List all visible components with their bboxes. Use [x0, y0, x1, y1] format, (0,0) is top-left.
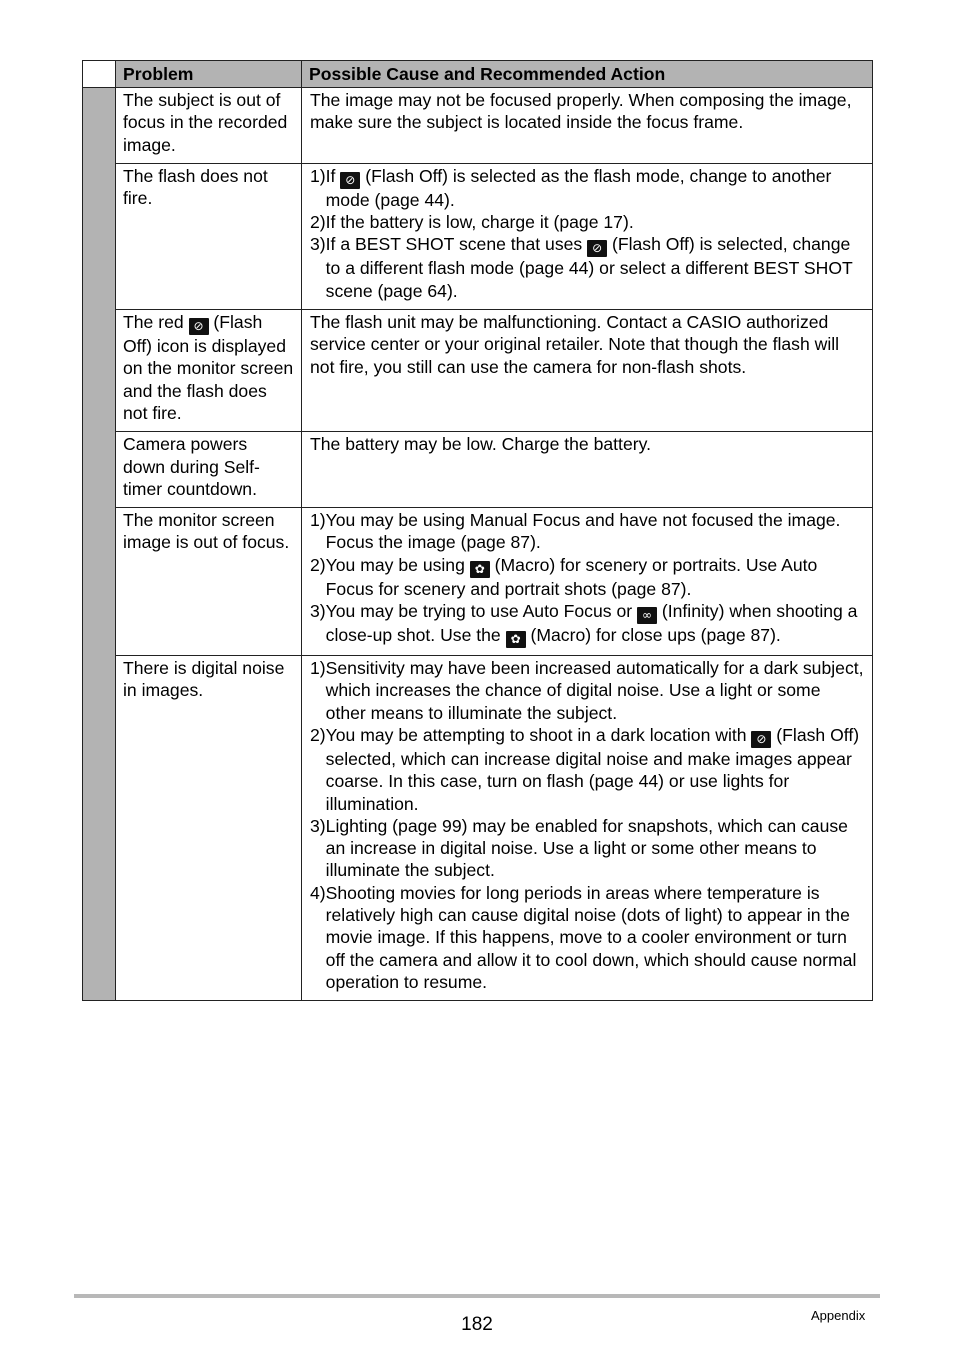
action-cell: [302, 163, 873, 309]
macro-icon: ✿: [470, 561, 490, 578]
problem-cell: Camera powers down during Self-timer countdown.: [116, 432, 302, 508]
action-cell: [302, 656, 873, 1001]
problem-cell: The red ⊘ (Flash Off) icon is displayed on the monitor screen and the flash does not fire.: [116, 310, 302, 432]
problem-cell: The subject is out of focus in the recorded image.: [116, 88, 302, 164]
list-item: 3) Lighting (page 99) may be enabled for snapshots, which can cause an increase in digital noise. Use a light or some other means to illuminate the subject.: [310, 815, 848, 881]
header-problem: Problem: [116, 61, 302, 88]
list-item: 2) You may be attempting to shoot in a dark location with ⊘ (Flash Off) selected, which can increase digital noise and make images appear coarse. In this case, turn on flash (page 44) or use lights for illumination.: [310, 724, 860, 814]
list-item: 3) If a BEST SHOT scene that uses ⊘ (Flash Off) is selected, change to a different flash mode (page 44) or select a different BEST SHOT scene (page 64).: [310, 234, 853, 301]
section-label: Appendix: [811, 1308, 866, 1323]
table-row: [83, 508, 873, 656]
table-row: [83, 88, 873, 164]
table-row: [83, 432, 873, 508]
list-item: 2) You may be using ✿ (Macro) for scenery or portraits. Use Auto Focus for scenery and portrait shots (page 87).: [310, 554, 818, 599]
list-item: 2) If the battery is low, charge it (page 17).: [310, 212, 634, 233]
footer-rule: [74, 1294, 880, 1298]
list-item: 1) If ⊘ (Flash Off) is selected as the flash mode, change to another mode (page 44).: [310, 165, 832, 210]
table-row: [83, 656, 873, 1001]
action-cell: [302, 508, 873, 656]
header-action: Possible Cause and Recommended Action: [302, 61, 873, 88]
flash-off-icon: ⊘: [587, 240, 607, 257]
list-item: 1) Sensitivity may have been increased automatically for a dark subject, which increases the chance of digital noise. Use a light or some other means to illuminate the subject.: [310, 658, 864, 723]
table-row: [83, 163, 873, 309]
flash-off-icon: ⊘: [340, 172, 360, 189]
flash-off-icon: ⊘: [189, 318, 209, 335]
infinity-icon: ∞: [637, 607, 657, 624]
list-item: 4) Shooting movies for long periods in areas where temperature is relatively high can cause digital noise (dots of light) to appear in the movie image. If this happens, move to a cooler environment or turn off the camera and allow it to cool down, which should cause normal operation to resume.: [310, 882, 857, 992]
corner-cell: [83, 61, 116, 88]
list-item: 1) You may be using Manual Focus and have not focused the image. Focus the image (page 87).: [310, 510, 841, 553]
section-side-bar: [83, 88, 116, 1001]
table-header-row: [83, 61, 873, 88]
problem-cell: The monitor screen image is out of focus.: [116, 508, 302, 656]
action-cell: The image may not be focused properly. When composing the image, make sure the subject is located inside the focus frame.: [302, 88, 873, 164]
problem-cell: The flash does not fire.: [116, 163, 302, 309]
problem-cell: There is digital noise in images.: [116, 656, 302, 1001]
action-cell: The flash unit may be malfunctioning. Contact a CASIO authorized service center or your original retailer. Note that though the flash will not fire, you still can use the camera for non-flash shots.: [302, 310, 873, 432]
list-item: 3) You may be trying to use Auto Focus or ∞ (Infinity) when shooting a close-up shot. Use the ✿ (Macro) for close ups (page 87).: [310, 601, 858, 647]
macro-icon: ✿: [506, 631, 526, 648]
troubleshooting-table: [82, 60, 873, 1001]
action-cell: The battery may be low. Charge the battery.: [302, 432, 873, 508]
flash-off-icon: ⊘: [751, 731, 771, 748]
table-row: [83, 310, 873, 432]
page-number: 182: [461, 1314, 493, 1335]
